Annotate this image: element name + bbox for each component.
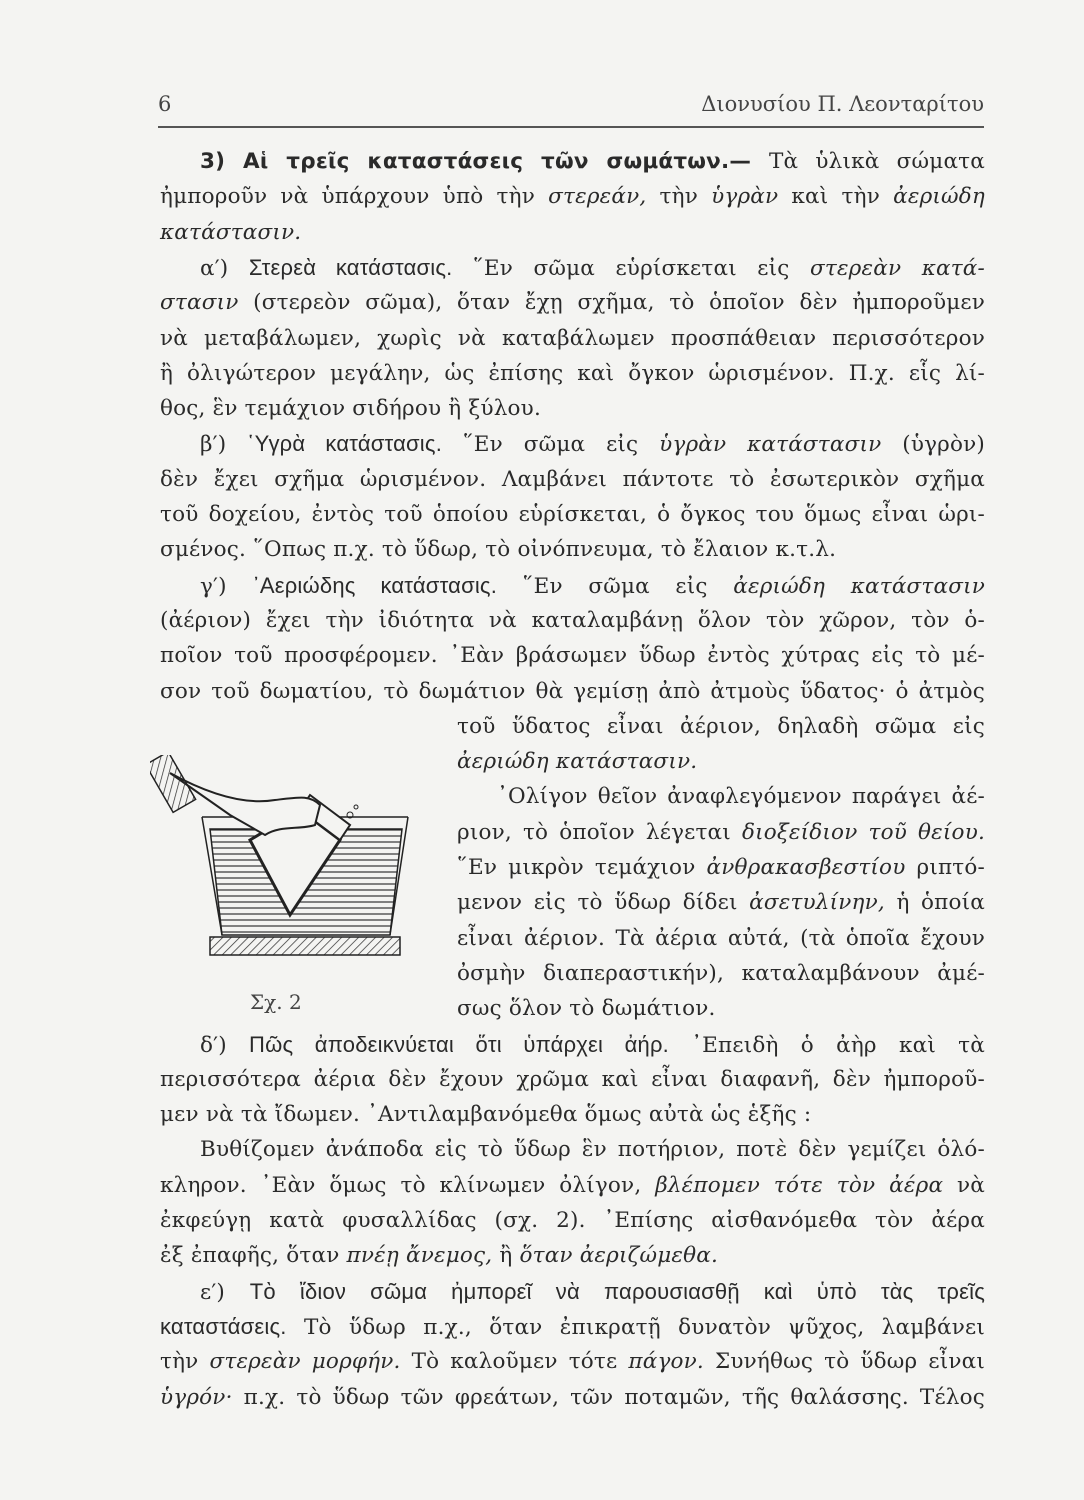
italic-text: ὑγρὰν: [711, 184, 779, 210]
text-run: ᾿Ολίγον θεῖον ἀναφλεγόμενον παράγει ἀέ-: [497, 784, 985, 810]
text-run: ῞Εν σῶμα εἰς: [442, 432, 660, 458]
text-line: [160, 1206, 985, 1236]
italic-text: βλέπομεν τότε τὸν ἀέρα: [655, 1172, 944, 1198]
text-run: ε′): [200, 1279, 250, 1305]
subsection-heading: ῾Υγρὰ κατάστασις.: [247, 431, 443, 457]
text-run: Συνήθως τὸ ὕδωρ εἶναι: [703, 1349, 985, 1375]
text-run: ἠμποροῦν νὰ ὑπάρχουν ὑπὸ τὴν: [160, 184, 549, 210]
text-line: [457, 994, 985, 1024]
text-run: ἐξ ἐπαφῆς, ὅταν: [160, 1243, 347, 1269]
text-line: [160, 253, 985, 283]
text-run: (ἀέριον) ἔχει τὴν ἰδιότητα νὰ καταλαμβάνῃ ὅλον τὸν χῶρον, τὸν ὁ-: [160, 607, 985, 633]
text-run: ὀσμὴν διαπεραστικήν), καταλαμβάνουν ἀμέ-: [457, 960, 985, 986]
text-line: [160, 394, 985, 424]
text-run: β′): [200, 432, 248, 458]
text-line: [160, 218, 985, 248]
text-run: εἶναι ἀέριον. Τὰ ἀέρια αὐτά, (τὰ ὁποῖα ἔχουν: [457, 925, 985, 951]
italic-text: στασιν: [160, 290, 239, 316]
text-line: [160, 677, 985, 707]
italic-text: κατάστασιν.: [160, 219, 302, 245]
text-run: ῞Εν σῶμα εὑρίσκεται εἰς: [452, 255, 810, 281]
subsection-heading: Τὸ ἴδιον σῶμα ἠμπορεῖ νὰ παρουσιασθῇ καὶ ὑπὸ τὰς τρεῖς: [249, 1278, 985, 1304]
text-run: τὴν: [160, 1349, 210, 1375]
text-line: [457, 888, 985, 918]
italic-text: στερεάν,: [548, 184, 647, 210]
text-run: ἢ: [492, 1243, 520, 1269]
text-run: ριον, τὸ ὁποῖον λέγεται: [457, 819, 742, 845]
italic-text: ἀεριώδη κατάστασιν.: [457, 749, 698, 775]
text-run: ᾿Επειδὴ ὁ ἀὴρ καὶ τὰ: [669, 1032, 985, 1058]
figure-caption: Σχ. 2: [250, 990, 302, 1014]
subsection-heading: Πῶς ἀποδεικνύεται ὅτι ὑπάρχει ἀήρ.: [249, 1031, 669, 1057]
text-run: γ′): [200, 573, 253, 599]
text-run: κληρον. ᾿Εὰν ὅμως τὸ κλίνωμεν ὀλίγον,: [160, 1172, 656, 1198]
text-line: [160, 1100, 985, 1130]
text-run: (στερεὸν σῶμα), ὅταν ἔχῃ σχῆμα, τὸ ὁποῖον δὲν ἠμποροῦμεν: [238, 290, 985, 316]
text-run: Τὰ ὑλικὰ σώματα: [768, 149, 985, 174]
italic-text: πάγον.: [628, 1349, 704, 1375]
italic-text: ὅταν ἀεριζώμεθα.: [519, 1243, 719, 1269]
italic-text: διοξείδιον τοῦ θείου.: [741, 819, 985, 845]
text-run: σον τοῦ δωματίου, τὸ δωμάτιον θὰ γεμίσῃ ἀπὸ ἀτμοὺς ὕδατος· ὁ ἀτμὸς: [160, 678, 985, 704]
text-line: [160, 1383, 985, 1413]
text-run: τοῦ δοχείου, ἐντὸς τοῦ ὁποίου εὑρίσκεται, ὁ ὄγκος του ὅμως εἶναι ὡρι-: [160, 502, 985, 527]
text-line: [457, 818, 985, 848]
text-line: [160, 1171, 985, 1201]
text-line: [160, 359, 985, 389]
text-run: σως ὅλον τὸ δωμάτιον.: [457, 996, 716, 1022]
text-run: Τὸ καλοῦμεν τότε: [400, 1349, 629, 1375]
text-run: ἡ ὁποία: [884, 890, 986, 916]
subsection-heading: Στερεὰ κατάστασις.: [248, 254, 453, 280]
italic-text: ὑγρόν·: [160, 1384, 233, 1410]
text-run: τὴν: [646, 184, 712, 210]
text-line: [457, 782, 985, 812]
text-run: ἐκφεύγῃ κατὰ φυσαλλίδας (σχ. 2). ᾿Επίσης αἰσθανόμεθα τὸν ἀέρα: [160, 1208, 985, 1233]
text-run: ποῖον τοῦ προσφέρομεν. ᾿Εὰν βράσωμεν ὕδωρ ἐντὸς χύτρας εἰς τὸ μέ-: [160, 643, 985, 669]
text-run: Τὸ ὕδωρ π.χ., ὅταν ἐπικρατῇ δυνατὸν ψῦχος, λαμβάνει: [286, 1314, 985, 1340]
text-run: καὶ τὴν: [778, 184, 894, 210]
text-line: [160, 1277, 985, 1307]
section-heading: 3) Αἱ τρεῖς καταστάσεις τῶν σωμάτων.—: [200, 149, 769, 174]
subsection-heading: καταστάσεις.: [160, 1313, 287, 1339]
text-line: [457, 959, 985, 989]
text-line: [160, 1030, 985, 1060]
text-line: [160, 1065, 985, 1095]
text-run: θος, ἓν τεμάχιον σιδήρου ἢ ξύλου.: [160, 396, 541, 422]
italic-text: ἀσετυλίνην,: [749, 890, 885, 916]
text-run: ἢ ὀλιγώτερον μεγάλην, ὡς ἐπίσης καὶ ὄγκον ὡρισμένον. Π.χ. εἷς λί-: [160, 360, 985, 386]
text-line: [457, 747, 985, 777]
italic-text: πνέῃ ἄνεμος,: [346, 1243, 493, 1269]
text-run: (ὑγρὸν): [881, 432, 985, 458]
text-line: [160, 1312, 985, 1342]
italic-text: ὑγρὰν κατάστασιν: [659, 432, 882, 458]
text-line: [160, 182, 985, 212]
text-line: [160, 429, 985, 459]
text-run: νὰ μεταβάλωμεν, χωρὶς νὰ καταβάλωμεν προσπάθειαν περισσότερον: [160, 325, 985, 351]
text-run: δὲν ἔχει σχῆμα ὡρισμένον. Λαμβάνει πάντοτε τὸ ἐσωτερικὸν σχῆμα: [160, 466, 985, 492]
text-line: [160, 465, 985, 495]
text-line: [160, 571, 985, 601]
italic-text: στερεὰν μορφήν.: [209, 1349, 401, 1375]
text-line: [160, 1135, 985, 1165]
text-run: μεν νὰ τὰ ἴδωμεν. ᾿Αντιλαμβανόμεθα ὅμως αὐτὰ ὡς ἑξῆς :: [160, 1102, 812, 1128]
text-run: ῞Εν μικρὸν τεμάχιον: [457, 855, 707, 880]
text-run: π.χ. τὸ ὕδωρ τῶν φρεάτων, τῶν ποταμῶν, τῆς θαλάσσης. Τέλος: [232, 1384, 985, 1410]
text-run: σμένος. ῞Οπως π.χ. τὸ ὕδωρ, τὸ οἰνόπνευμα, τὸ ἔλαιον κ.τ.λ.: [160, 537, 837, 563]
italic-text: στερεὰν κατά-: [809, 255, 985, 281]
italic-text: ἀεριώδη κατάστασιν: [733, 573, 985, 599]
text-line: [457, 924, 985, 954]
text-line: [457, 853, 985, 883]
text-run: μενον εἰς τὸ ὕδωρ δίδει: [457, 890, 750, 916]
italic-text: ἀεριώδη: [893, 184, 985, 210]
figure-hand-glass-basin-icon: [150, 755, 410, 965]
text-line: [160, 288, 985, 318]
text-line: [160, 535, 985, 565]
text-line: [160, 1347, 985, 1377]
text-run: περισσότερα ἀέρια δὲν ἔχουν χρῶμα καὶ εἶναι διαφανῆ, δὲν ἠμποροῦ-: [160, 1066, 985, 1092]
text-run: δ′): [200, 1032, 250, 1058]
text-run: τοῦ ὕδατος εἶναι ἀέριον, δηλαδὴ σῶμα εἰς: [457, 713, 985, 739]
italic-text: ἀνθρακασβεστίου: [706, 855, 906, 880]
text-line: [457, 712, 985, 742]
text-line: [160, 606, 985, 636]
text-line: [160, 147, 985, 177]
text-run: ριπτό-: [905, 855, 985, 880]
subsection-heading: ᾿Αεριώδης κατάστασις.: [252, 572, 498, 598]
text-run: α′): [200, 255, 249, 281]
text-run: ῞Εν σῶμα εἰς: [497, 573, 734, 599]
text-run: νὰ: [943, 1172, 985, 1198]
text-line: [160, 641, 985, 671]
page-number: 6: [158, 92, 172, 116]
text-line: [160, 1241, 985, 1271]
running-head: Διονυσίου Π. Λεονταρίτου: [701, 92, 984, 116]
text-run: Βυθίζομεν ἀνάποδα εἰς τὸ ὕδωρ ἓν ποτήριον, ποτὲ δὲν γεμίζει ὁλό-: [200, 1137, 985, 1163]
text-line: [160, 500, 985, 530]
text-line: [160, 324, 985, 354]
